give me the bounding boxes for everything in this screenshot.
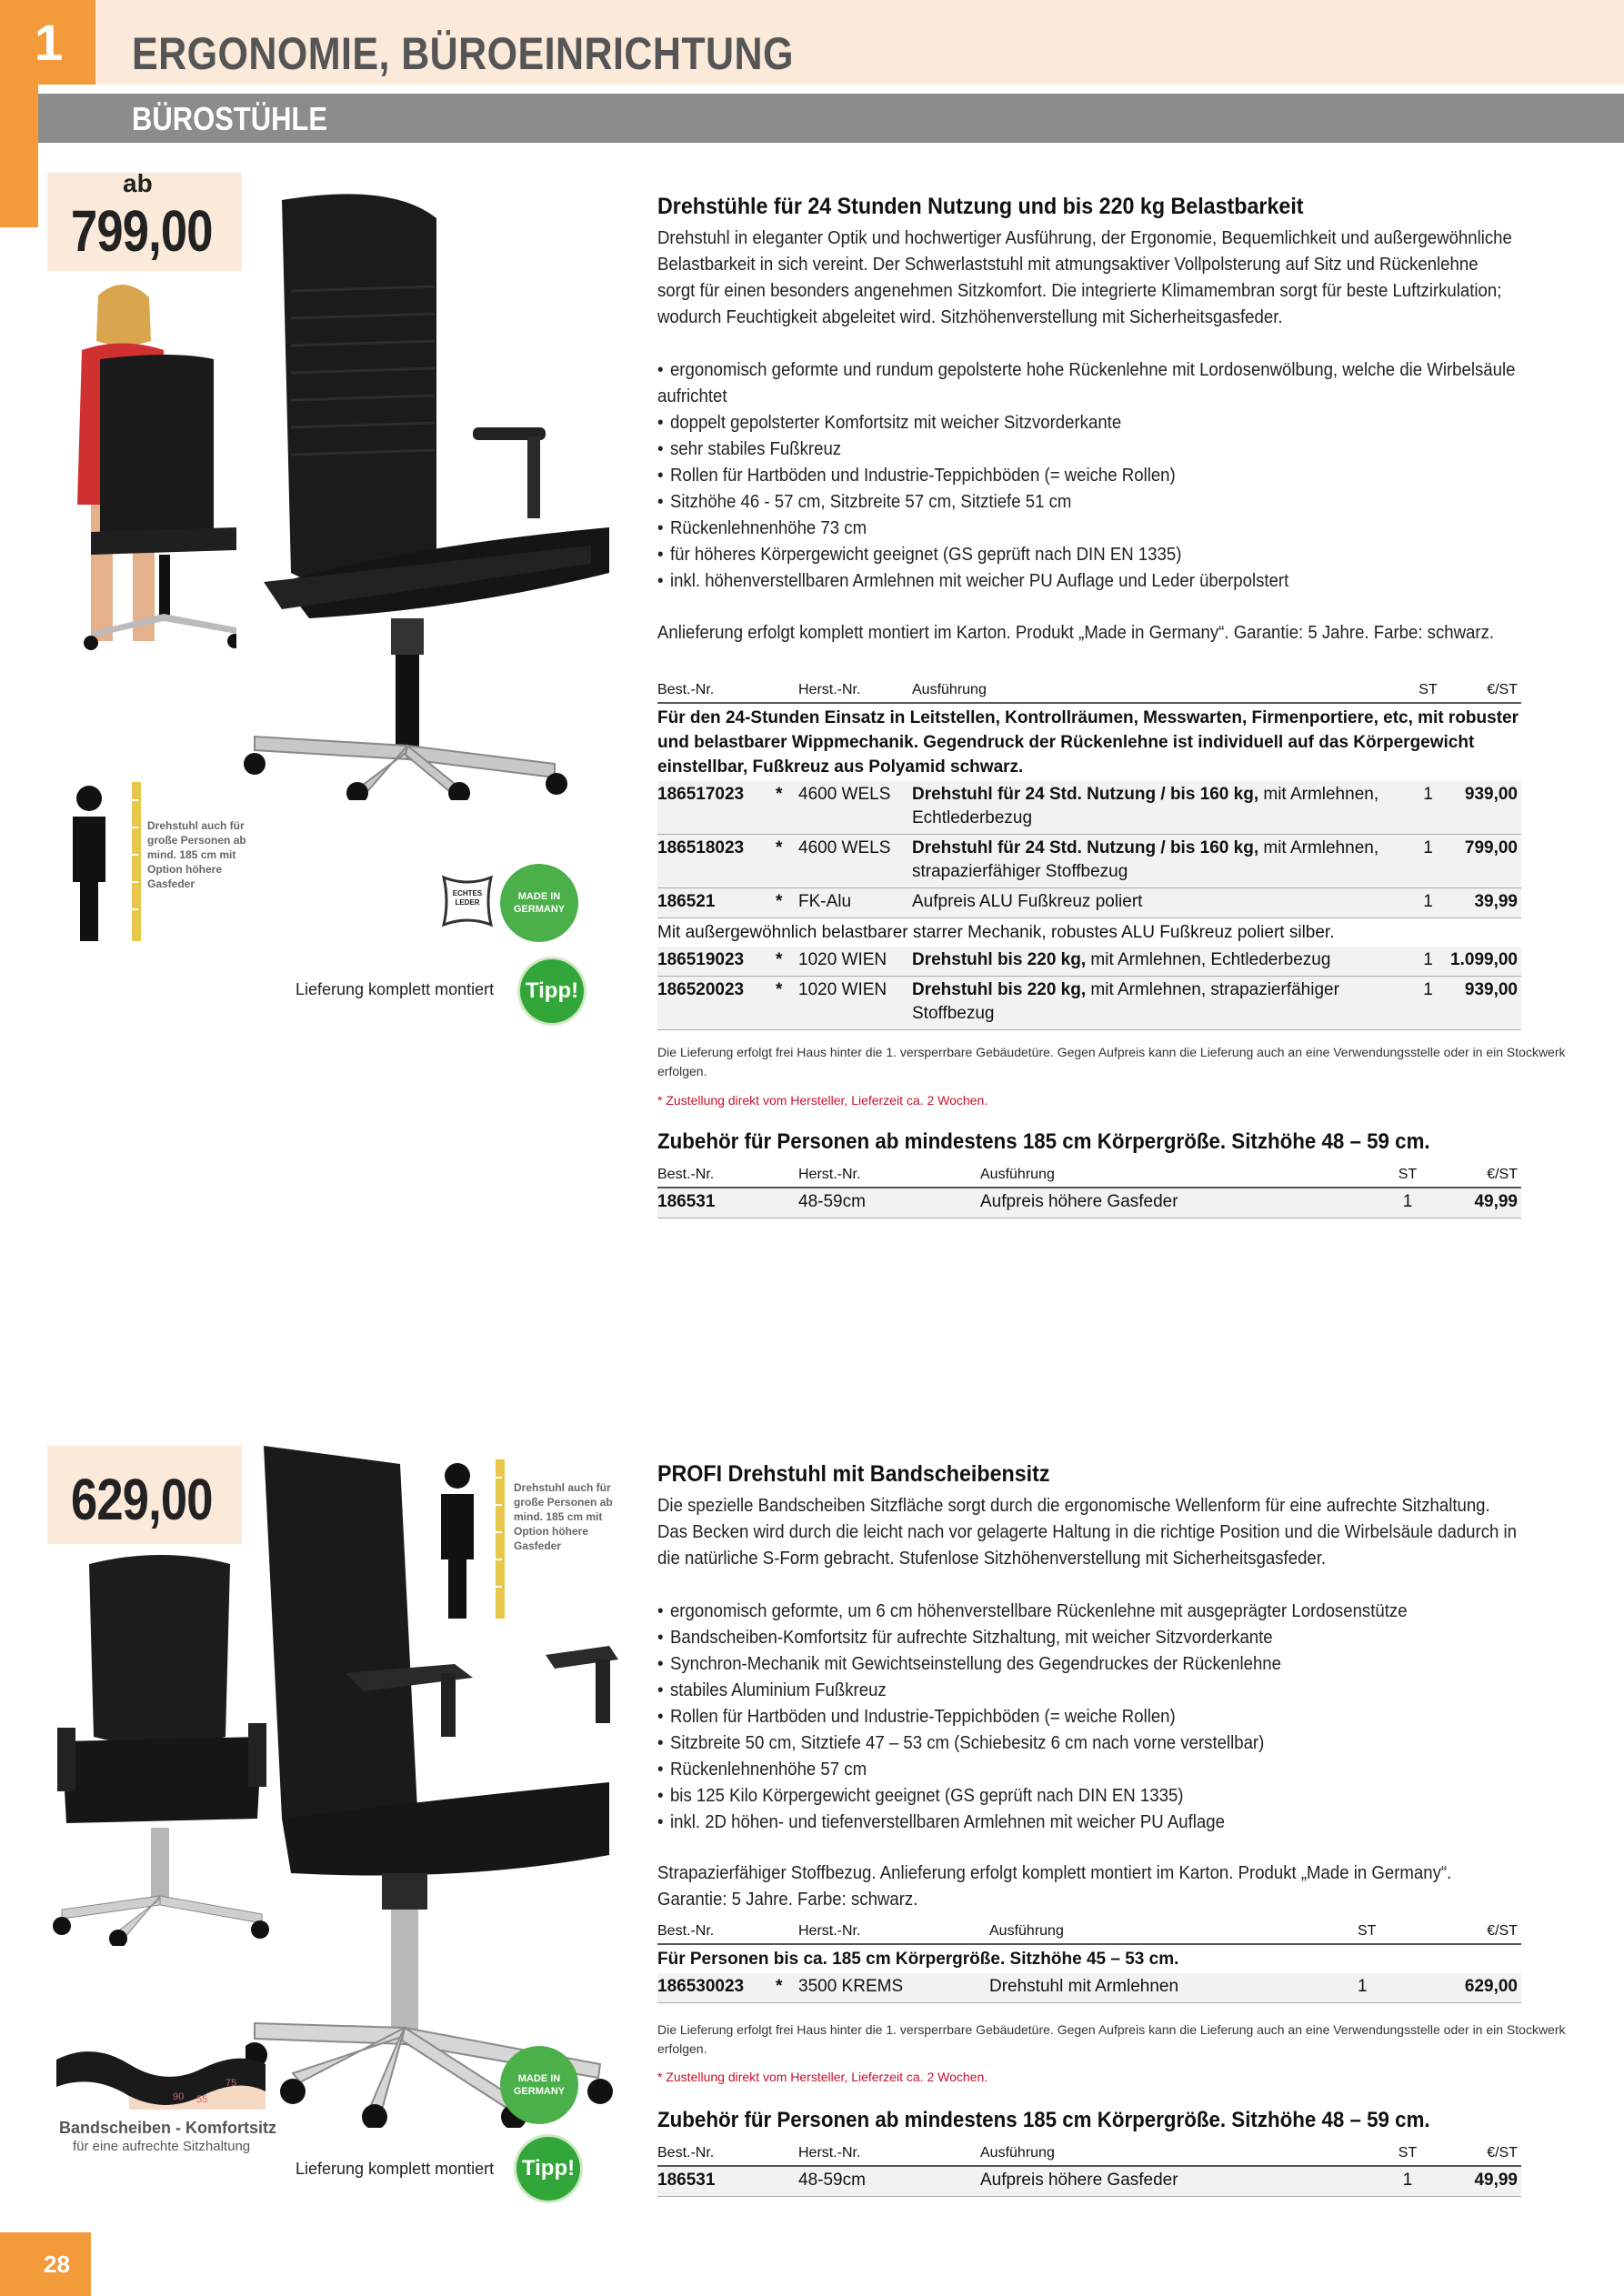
feature-item: • ergonomisch geformte, um 6 cm höhenverstellbare Rückenlehne mit ausgeprägter Lordosenstütze xyxy=(657,1599,1520,1625)
order-number: 186517023 xyxy=(657,781,776,835)
height-note: Drehstuhl auch für große Personen ab mind. 185 cm mit Option höhere Gasfeder xyxy=(147,819,246,890)
direct-delivery-star: * xyxy=(776,1973,798,2003)
quantity: 1 xyxy=(1367,2166,1449,2197)
col-bestnr: Best.-Nr. xyxy=(657,2145,798,2166)
group-note: Für Personen bis ca. 185 cm Körpergröße. Sitzhöhe 45 – 53 cm. xyxy=(657,1950,1179,1969)
table-row xyxy=(657,835,1521,888)
price: 939,00 xyxy=(1449,781,1521,835)
delivery-info: Anlieferung erfolgt komplett montiert im Karton. Produkt „Made in Germany“. Garantie: 5 Jahre. Farbe: schwarz. xyxy=(657,623,1495,643)
direct-delivery-star: * xyxy=(776,947,798,977)
description-bold: Drehstuhl für 24 Std. Nutzung / bis 160 kg, xyxy=(912,838,1259,857)
feature-item: • stabiles Aluminium Fußkreuz xyxy=(657,1678,1520,1704)
product-description: Die spezielle Bandscheiben Sitzfläche sorgt durch die ergonomische Wellenform für eine aufrechte Sitzhaltung. Das Becken wird durch die leicht nach vor gelagerte Haltung in die richtige Position und die Wirbelsäule dadurch in die natürliche S-Form gebracht. Stufenlose Sitzhöhenverstellung mit Sicherheitsgasfeder. xyxy=(657,1496,1517,1569)
table-row xyxy=(657,781,1521,835)
seat-mark: 55 xyxy=(196,2094,208,2105)
price: 49,99 xyxy=(1449,1188,1521,1218)
table-row xyxy=(657,1973,1521,2003)
direct-delivery-note: * Zustellung direkt vom Hersteller, Lieferzeit ca. 2 Wochen. xyxy=(657,1093,988,1108)
price: 1.099,00 xyxy=(1449,947,1521,977)
order-number: 186519023 xyxy=(657,947,776,977)
feature-item: • sehr stabiles Fußkreuz xyxy=(657,436,1520,463)
feature-item: • inkl. 2D höhen- und tiefenverstellbaren Armlehnen mit weicher PU Auflage xyxy=(657,1810,1520,1836)
accessory-title: Zubehör für Personen ab mindestens 185 cm Körpergröße. Sitzhöhe 48 – 59 cm. xyxy=(657,1129,1430,1154)
seat-label: Bandscheiben - Komfortsitz xyxy=(59,2119,277,2137)
col-herstnr: Herst.-Nr. xyxy=(798,1923,989,1944)
col-bestnr: Best.-Nr. xyxy=(657,682,776,703)
feature-item: • bis 125 Kilo Körpergewicht geeignet (GS geprüft nach DIN EN 1335) xyxy=(657,1783,1520,1810)
description: Aufpreis höhere Gasfeder xyxy=(980,1188,1367,1218)
manufacturer-number: 4600 WELS xyxy=(798,781,912,835)
manufacturer-number: FK-Alu xyxy=(798,888,912,918)
col-herstnr: Herst.-Nr. xyxy=(798,682,912,703)
description xyxy=(912,977,1408,1030)
direct-delivery-star: * xyxy=(776,977,798,1030)
direct-delivery-star: * xyxy=(776,888,798,918)
person-height-icon xyxy=(64,782,145,946)
col-price: €/ST xyxy=(1449,1923,1521,1944)
price: 939,00 xyxy=(1449,977,1521,1030)
office-chair-back-view-image xyxy=(53,1546,271,1946)
quantity: 1 xyxy=(1358,1973,1449,2003)
direct-delivery-star: * xyxy=(776,781,798,835)
order-number: 186530023 xyxy=(657,1973,776,2003)
quantity: 1 xyxy=(1408,888,1449,918)
col-price: €/ST xyxy=(1449,682,1521,703)
feature-item: • inkl. höhenverstellbaren Armlehnen mit weicher PU Auflage und Leder überpolstert xyxy=(657,568,1520,595)
feature-item: • Rückenlehnenhöhe 73 cm xyxy=(657,516,1520,542)
description xyxy=(912,888,1408,918)
quantity: 1 xyxy=(1408,781,1449,835)
product-table xyxy=(657,1923,1521,2003)
description-bold: Drehstuhl bis 220 kg, xyxy=(912,980,1087,999)
manufacturer-number: 48-59cm xyxy=(798,2166,980,2197)
accessory-table xyxy=(657,2145,1521,2197)
description-rest: Aufpreis ALU Fußkreuz poliert xyxy=(912,892,1143,911)
col-bestnr: Best.-Nr. xyxy=(657,1167,798,1188)
person-with-chair-image xyxy=(55,277,236,659)
group-note: Für den 24-Stunden Einsatz in Leitstellen, Kontrollräumen, Messwarten, Firmenportiere, etc, mit robuster und belastbarer Wippmechanik. Gegendruck der Rückenlehne ist individuell auf das Körpergewicht einstellbar, Fußkreuz aus Polyamid schwarz. xyxy=(657,708,1519,777)
quantity: 1 xyxy=(1408,977,1449,1030)
feature-item: • ergonomisch geformte und rundum gepolsterte hohe Rückenlehne mit Lordosenwölbung, welche die Wirbelsäule aufrichtet xyxy=(657,357,1520,410)
seat-sublabel: für eine aufrechte Sitzhaltung xyxy=(73,2139,251,2154)
description xyxy=(912,781,1408,835)
col-st: ST xyxy=(1367,1167,1449,1188)
feature-item: • Rückenlehnenhöhe 57 cm xyxy=(657,1757,1520,1783)
shipping-note: Die Lieferung erfolgt frei Haus hinter die 1. versperrbare Gebäudetüre. Gegen Aufpreis kann die Lieferung auch an eine Verwendungsstelle oder in ein Stockwerk erfolgen. xyxy=(657,1045,1566,1078)
accessory-title: Zubehör für Personen ab mindestens 185 cm Körpergröße. Sitzhöhe 48 – 59 cm. xyxy=(657,2108,1430,2132)
order-number: 186518023 xyxy=(657,835,776,888)
col-ausfuehrung: Ausführung xyxy=(980,2145,1367,2166)
delivery-label: Lieferung komplett montiert xyxy=(296,2160,495,2178)
product-title: PROFI Drehstuhl mit Bandscheibensitz xyxy=(657,1461,1050,1487)
table-group xyxy=(657,781,1521,918)
table-group xyxy=(657,947,1521,1030)
office-chair-image xyxy=(227,182,609,800)
accessory-table xyxy=(657,1167,1521,1218)
col-herstnr: Herst.-Nr. xyxy=(798,1167,980,1188)
made-in-germany-badge: MADE IN GERMANY xyxy=(500,2046,578,2124)
description: Drehstuhl mit Armlehnen xyxy=(989,1973,1358,2003)
direct-delivery-note: * Zustellung direkt vom Hersteller, Lieferzeit ca. 2 Wochen. xyxy=(657,2070,988,2084)
table-row xyxy=(657,888,1521,918)
price-value: 629,00 xyxy=(71,1467,213,1532)
description xyxy=(912,835,1408,888)
price: 799,00 xyxy=(1449,835,1521,888)
seat-mark: 75 xyxy=(226,2078,237,2089)
table-row xyxy=(657,2166,1521,2197)
feature-item: • Synchron-Mechanik mit Gewichtseinstellung des Gegendruckes der Rückenlehne xyxy=(657,1651,1520,1678)
table-row xyxy=(657,947,1521,977)
feature-item: • doppelt gepolsterter Komfortsitz mit weicher Sitzvorderkante xyxy=(657,410,1520,436)
col-price: €/ST xyxy=(1449,2145,1521,2166)
price: 39,99 xyxy=(1449,888,1521,918)
delivery-label: Lieferung komplett montiert xyxy=(296,980,495,998)
shipping-note: Die Lieferung erfolgt frei Haus hinter die 1. versperrbare Gebäudetüre. Gegen Aufpreis kann die Lieferung auch an eine Verwendungsstelle oder in ein Stockwerk erfolgen. xyxy=(657,2022,1566,2056)
manufacturer-number: 4600 WELS xyxy=(798,835,912,888)
description-bold: Drehstuhl bis 220 kg, xyxy=(912,950,1087,969)
price: 49,99 xyxy=(1449,2166,1521,2197)
table-row xyxy=(657,977,1521,1030)
chapter-title: ERGONOMIE, BÜROEINRICHTUNG xyxy=(132,28,794,79)
product-table xyxy=(657,682,1521,1030)
price: 629,00 xyxy=(1449,1973,1521,2003)
seat-mark: 90 xyxy=(173,2091,185,2102)
feature-item: • für höheres Körpergewicht geeignet (GS geprüft nach DIN EN 1335) xyxy=(657,542,1520,568)
page-number: 28 xyxy=(0,2232,91,2296)
description xyxy=(912,947,1408,977)
person-height-icon xyxy=(432,1459,514,1623)
description-rest: mit Armlehnen, Echtlederbezug xyxy=(912,785,1379,827)
feature-list xyxy=(657,357,1520,595)
quantity: 1 xyxy=(1367,1188,1449,1218)
description-bold: Drehstuhl für 24 Std. Nutzung / bis 160 kg, xyxy=(912,785,1259,804)
order-number: 186521 xyxy=(657,888,776,918)
description-rest: mit Armlehnen, strapazierfähiger Stoffbezug xyxy=(912,980,1339,1023)
manufacturer-number: 48-59cm xyxy=(798,1188,980,1218)
col-price: €/ST xyxy=(1449,1167,1521,1188)
col-st: ST xyxy=(1358,1923,1449,1944)
col-bestnr: Best.-Nr. xyxy=(657,1923,776,1944)
group-note: Mit außergewöhnlich belastbarer starrer Mechanik, robustes ALU Fußkreuz poliert silber. xyxy=(657,923,1335,942)
col-st: ST xyxy=(1367,2145,1449,2166)
order-number: 186531 xyxy=(657,1188,798,1218)
description-rest: mit Armlehnen, strapazierfähiger Stoffbezug xyxy=(912,838,1379,881)
col-herstnr: Herst.-Nr. xyxy=(798,2145,980,2166)
table-row xyxy=(657,1188,1521,1218)
feature-item: • Sitzbreite 50 cm, Sitztiefe 47 – 53 cm (Schiebesitz 6 cm nach vorne verstellbar) xyxy=(657,1730,1520,1757)
table-header-row xyxy=(657,682,1521,703)
feature-item: • Bandscheiben-Komfortsitz für aufrechte Sitzhaltung, mit weicher Sitzvorderkante xyxy=(657,1625,1520,1651)
product-description: Drehstuhl in eleganter Optik und hochwertiger Ausführung, der Ergonomie, Bequemlichkeit und außergewöhnliche Belastbarkeit in sich vereint. Der Schwerlaststuhl mit atmungsaktiver Vollpolsterung auf Sitz und Rückenlehne sorgt für einen besonders angenehmen Sitzkomfort. Die integrierte Klimamembran sorgt für beste Luftzirkulation; wodurch Feuchtigkeit abgeleitet wird. Sitzhöhenverstellung mit Sicherheitsgasfeder. xyxy=(657,228,1512,327)
order-number: 186520023 xyxy=(657,977,776,1030)
leather-badge-label: ECHTES LEDER xyxy=(452,889,483,907)
product-title: Drehstühle für 24 Stunden Nutzung und bis 220 kg Belastbarkeit xyxy=(657,194,1304,219)
chapter-number: 1 xyxy=(0,0,95,85)
delivery-info: Strapazierfähiger Stoffbezug. Anlieferung erfolgt komplett montiert im Karton. Produkt „Made in Germany“. Garantie: 5 Jahre. Farbe: schwarz. xyxy=(657,1863,1452,1910)
feature-item: • Rollen für Hartböden und Industrie-Teppichböden (= weiche Rollen) xyxy=(657,1704,1520,1730)
feature-item: • Sitzhöhe 46 - 57 cm, Sitzbreite 57 cm, Sitztiefe 51 cm xyxy=(657,489,1520,516)
price-prefix: ab xyxy=(123,169,153,197)
tipp-badge: Tipp! xyxy=(520,959,584,1023)
description: Aufpreis höhere Gasfeder xyxy=(980,2166,1367,2197)
price-value: 799,00 xyxy=(71,198,213,264)
col-st: ST xyxy=(1408,682,1449,703)
col-ausfuehrung: Ausführung xyxy=(912,682,1408,703)
height-note: Drehstuhl auch für große Personen ab mind. 185 cm mit Option höhere Gasfeder xyxy=(514,1481,613,1552)
manufacturer-number: 1020 WIEN xyxy=(798,947,912,977)
col-ausfuehrung: Ausführung xyxy=(980,1167,1367,1188)
quantity: 1 xyxy=(1408,835,1449,888)
direct-delivery-star: * xyxy=(776,835,798,888)
manufacturer-number: 1020 WIEN xyxy=(798,977,912,1030)
order-number: 186531 xyxy=(657,2166,798,2197)
description-rest: mit Armlehnen, Echtlederbezug xyxy=(1086,950,1331,969)
tipp-badge: Tipp! xyxy=(516,2137,580,2201)
col-ausfuehrung: Ausführung xyxy=(989,1923,1358,1944)
manufacturer-number: 3500 KREMS xyxy=(798,1973,989,2003)
feature-list xyxy=(657,1599,1520,1836)
quantity: 1 xyxy=(1408,947,1449,977)
made-in-germany-badge: MADE IN GERMANY xyxy=(500,864,578,942)
feature-item: • Rollen für Hartböden und Industrie-Teppichböden (= weiche Rollen) xyxy=(657,463,1520,489)
section-title: BÜROSTÜHLE xyxy=(132,100,327,137)
